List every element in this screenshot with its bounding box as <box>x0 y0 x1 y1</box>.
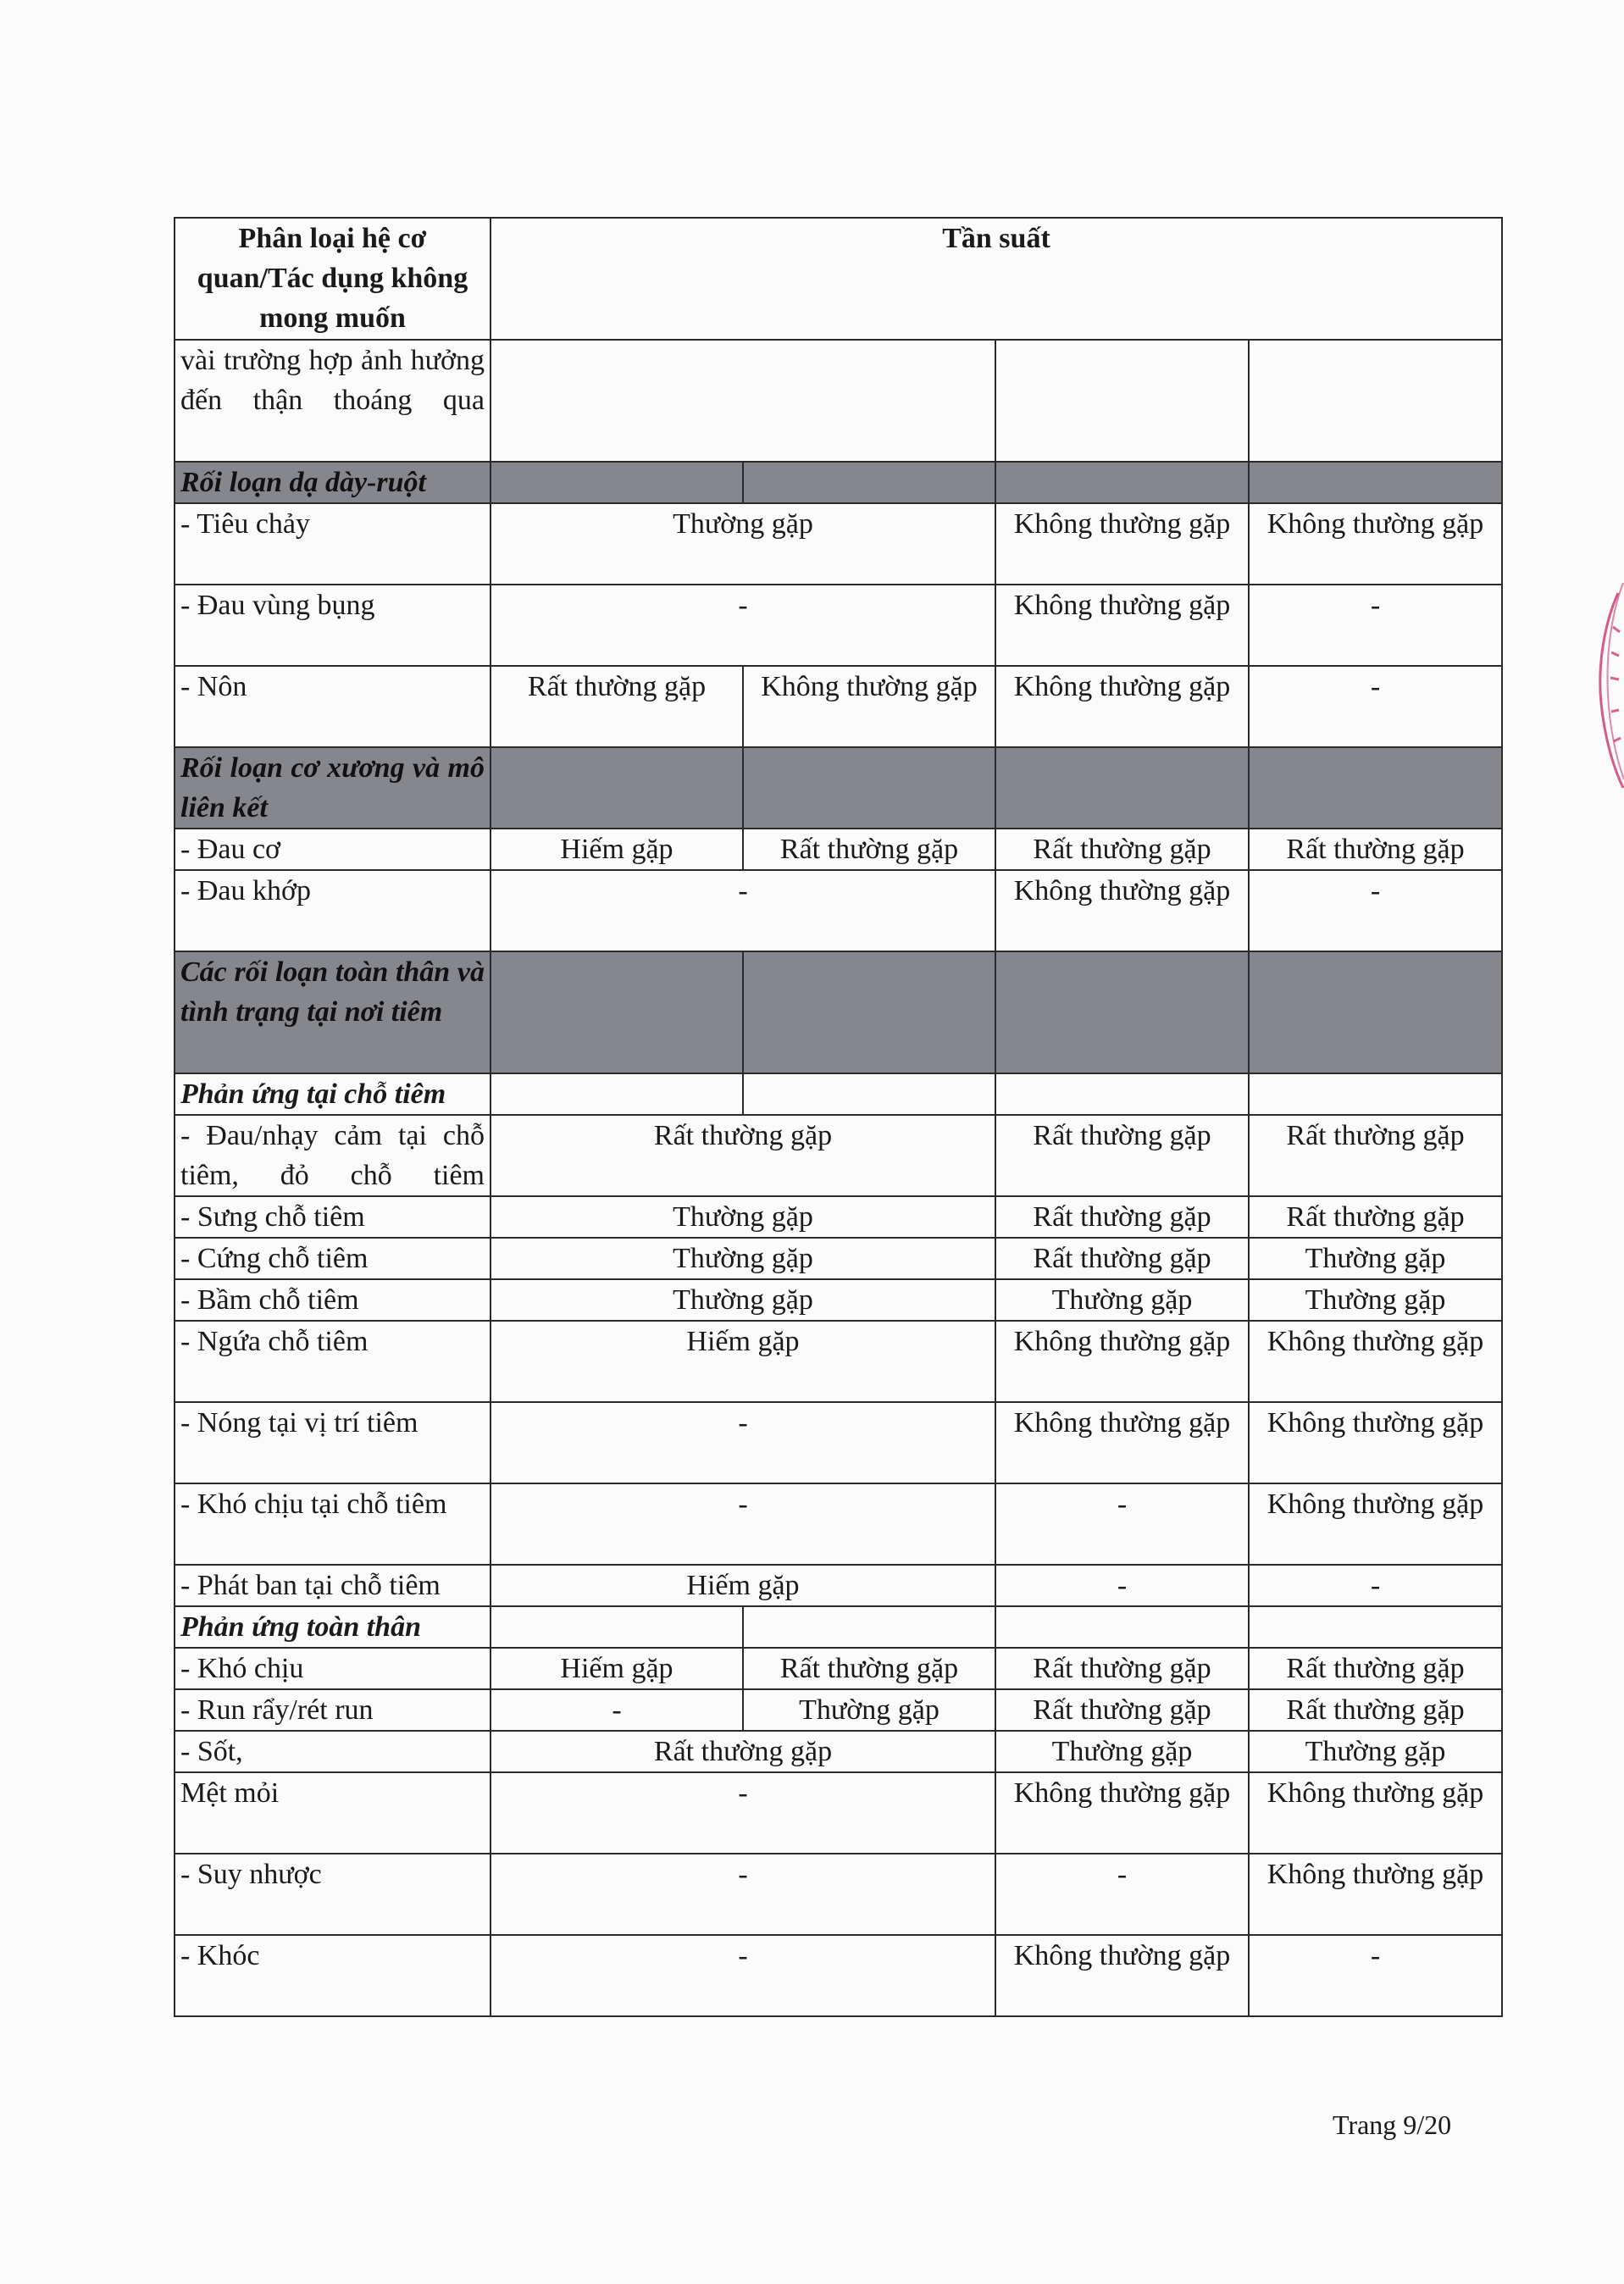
row-cell: Không thường gặp <box>995 585 1249 666</box>
header-frequency: Tần suất <box>491 218 1502 340</box>
row-cell: Không thường gặp <box>995 1935 1249 2016</box>
row-cell <box>995 340 1249 462</box>
row-label: - Run rẩy/rét run <box>175 1689 491 1731</box>
row-cell <box>1249 340 1502 462</box>
row-cell: - <box>1249 870 1502 951</box>
section-cell <box>995 462 1249 503</box>
row-cell: Rất thường gặp <box>743 1648 995 1689</box>
table-row <box>175 1483 1502 1565</box>
section-cell <box>743 747 995 829</box>
section-cell <box>1249 747 1502 829</box>
row-cell <box>743 1073 995 1115</box>
row-cell: Không thường gặp <box>1249 1483 1502 1565</box>
row-cell: - <box>491 585 995 666</box>
adverse-effects-table <box>174 217 1503 2017</box>
row-cell: Không thường gặp <box>1249 1321 1502 1402</box>
row-label: - Đau cơ <box>175 829 491 870</box>
row-label: - Nóng tại vị trí tiêm <box>175 1402 491 1483</box>
row-cell: Rất thường gặp <box>995 1115 1249 1196</box>
row-cell: Thường gặp <box>1249 1238 1502 1279</box>
row-label: - Bầm chỗ tiêm <box>175 1279 491 1321</box>
row-cell: Hiếm gặp <box>491 1321 995 1402</box>
row-label: Mệt mỏi <box>175 1772 491 1854</box>
row-cell: Thường gặp <box>491 1279 995 1321</box>
row-cell: Không thường gặp <box>1249 1772 1502 1854</box>
row-cell: - <box>995 1565 1249 1606</box>
row-cell: Không thường gặp <box>1249 503 1502 585</box>
row-cell: Thường gặp <box>743 1689 995 1731</box>
section-row <box>175 951 1502 1073</box>
row-cell: Rất thường gặp <box>995 1689 1249 1731</box>
section-row <box>175 747 1502 829</box>
row-cell: Không thường gặp <box>995 1321 1249 1402</box>
table-row <box>175 1565 1502 1606</box>
subsection-row <box>175 1073 1502 1115</box>
row-cell: - <box>491 1772 995 1854</box>
row-label: - Nôn <box>175 666 491 747</box>
section-cell <box>743 951 995 1073</box>
section-cell <box>491 747 743 829</box>
row-cell: - <box>491 1854 995 1935</box>
row-label: - Khóc <box>175 1935 491 2016</box>
table-row <box>175 870 1502 951</box>
section-cell <box>743 462 995 503</box>
row-cell: - <box>491 1402 995 1483</box>
table-row <box>175 585 1502 666</box>
row-cell: Thường gặp <box>1249 1731 1502 1772</box>
row-cell: - <box>1249 1935 1502 2016</box>
table-row <box>175 1402 1502 1483</box>
row-cell: Rất thường gặp <box>995 1196 1249 1238</box>
section-cell <box>995 747 1249 829</box>
row-cell: - <box>995 1854 1249 1935</box>
row-cell: Rất thường gặp <box>743 829 995 870</box>
table-row <box>175 1935 1502 2016</box>
row-cell: - <box>491 1689 743 1731</box>
section-label: Rối loạn dạ dày-ruột <box>175 462 491 503</box>
table-row <box>175 1321 1502 1402</box>
row-cell: Không thường gặp <box>995 503 1249 585</box>
row-label: - Khó chịu tại chỗ tiêm <box>175 1483 491 1565</box>
row-cell: - <box>1249 666 1502 747</box>
row-cell: - <box>491 1483 995 1565</box>
row-cell: - <box>1249 1565 1502 1606</box>
row-cell: - <box>491 870 995 951</box>
row-cell: - <box>491 1935 995 2016</box>
section-cell <box>1249 462 1502 503</box>
section-cell <box>1249 951 1502 1073</box>
table-row <box>175 1115 1502 1196</box>
row-label: - Đau khớp <box>175 870 491 951</box>
row-label: - Ngứa chỗ tiêm <box>175 1321 491 1402</box>
row-cell: Rất thường gặp <box>491 1731 995 1772</box>
row-label: - Đau vùng bụng <box>175 585 491 666</box>
row-cell: Rất thường gặp <box>995 829 1249 870</box>
row-cell <box>1249 1606 1502 1648</box>
table-row <box>175 1772 1502 1854</box>
row-cell: Thường gặp <box>995 1279 1249 1321</box>
row-cell: Thường gặp <box>491 1196 995 1238</box>
header-system-organ-class: Phân loại hệ cơ quan/Tác dụng không mong muốn <box>175 218 491 340</box>
row-label: - Tiêu chảy <box>175 503 491 585</box>
row-cell: Thường gặp <box>1249 1279 1502 1321</box>
table-row <box>175 1238 1502 1279</box>
row-label: vài trường hợp ảnh hưởng đến thận thoáng qua <box>175 340 491 462</box>
row-cell <box>491 340 995 462</box>
row-cell: Không thường gặp <box>1249 1402 1502 1483</box>
row-cell: Rất thường gặp <box>995 1238 1249 1279</box>
row-cell: Không thường gặp <box>1249 1854 1502 1935</box>
section-cell <box>995 951 1249 1073</box>
row-label: - Sưng chỗ tiêm <box>175 1196 491 1238</box>
row-cell: Không thường gặp <box>995 1772 1249 1854</box>
table-row <box>175 1854 1502 1935</box>
row-cell: Hiếm gặp <box>491 829 743 870</box>
table-row <box>175 1648 1502 1689</box>
row-label: - Phát ban tại chỗ tiêm <box>175 1565 491 1606</box>
row-cell: Rất thường gặp <box>1249 1196 1502 1238</box>
row-label: - Suy nhược <box>175 1854 491 1935</box>
row-cell: Rất thường gặp <box>995 1648 1249 1689</box>
row-cell: Không thường gặp <box>995 1402 1249 1483</box>
row-cell: Thường gặp <box>491 1238 995 1279</box>
section-cell <box>491 462 743 503</box>
row-cell: Rất thường gặp <box>1249 829 1502 870</box>
row-label: - Cứng chỗ tiêm <box>175 1238 491 1279</box>
table-row <box>175 1196 1502 1238</box>
row-label: - Đau/nhạy cảm tại chỗ tiêm, đỏ chỗ tiêm <box>175 1115 491 1196</box>
row-cell: Không thường gặp <box>743 666 995 747</box>
row-cell: - <box>995 1483 1249 1565</box>
section-label: Rối loạn cơ xương và mô liên kết <box>175 747 491 829</box>
row-cell <box>1249 1073 1502 1115</box>
row-cell: Không thường gặp <box>995 666 1249 747</box>
table-row <box>175 829 1502 870</box>
row-cell: Rất thường gặp <box>491 1115 995 1196</box>
table-header-row <box>175 218 1502 340</box>
row-cell <box>995 1606 1249 1648</box>
row-cell: Không thường gặp <box>995 870 1249 951</box>
table-row <box>175 666 1502 747</box>
row-cell <box>491 1606 743 1648</box>
table-row <box>175 1689 1502 1731</box>
row-cell <box>995 1073 1249 1115</box>
row-cell: Hiếm gặp <box>491 1565 995 1606</box>
row-cell: - <box>1249 585 1502 666</box>
subsection-label: Phản ứng tại chỗ tiêm <box>175 1073 491 1115</box>
section-label: Các rối loạn toàn thân và tình trạng tại nơi tiêm <box>175 951 491 1073</box>
row-cell: Rất thường gặp <box>1249 1115 1502 1196</box>
table-row <box>175 340 1502 462</box>
section-row <box>175 462 1502 503</box>
row-cell <box>491 1073 743 1115</box>
table-row <box>175 1731 1502 1772</box>
row-cell: Thường gặp <box>491 503 995 585</box>
row-label: - Khó chịu <box>175 1648 491 1689</box>
subsection-row <box>175 1606 1502 1648</box>
row-cell: Rất thường gặp <box>1249 1689 1502 1731</box>
row-cell <box>743 1606 995 1648</box>
row-cell: Rất thường gặp <box>491 666 743 747</box>
subsection-label: Phản ứng toàn thân <box>175 1606 491 1648</box>
row-cell: Thường gặp <box>995 1731 1249 1772</box>
row-label: - Sốt, <box>175 1731 491 1772</box>
section-cell <box>491 951 743 1073</box>
row-cell: Rất thường gặp <box>1249 1648 1502 1689</box>
page-number: Trang 9/20 <box>1333 2109 1452 2140</box>
table-row <box>175 503 1502 585</box>
row-cell: Hiếm gặp <box>491 1648 743 1689</box>
stamp-fragment-icon <box>1593 576 1624 796</box>
table-row <box>175 1279 1502 1321</box>
